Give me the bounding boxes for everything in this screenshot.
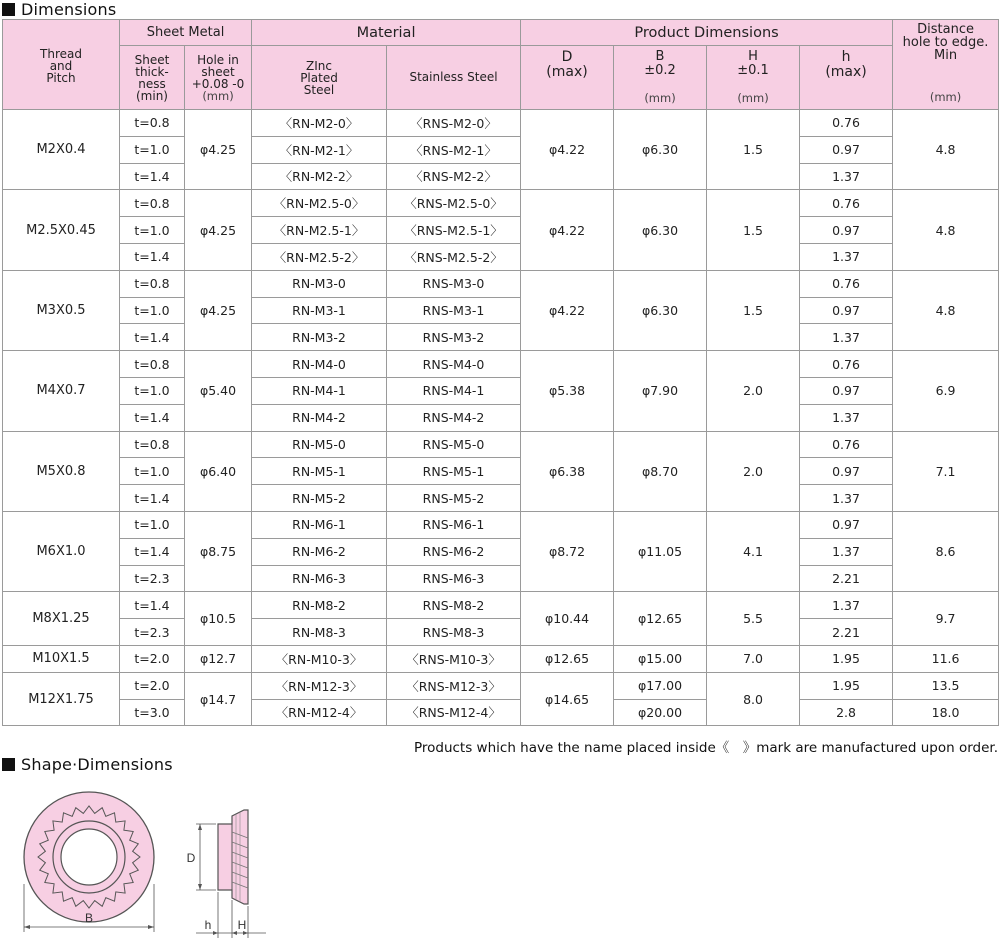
header-text: thick-	[135, 65, 169, 79]
h-cell: 2.8	[800, 699, 893, 726]
distance-cell: 13.5	[893, 672, 999, 699]
B-cell: φ8.70	[614, 431, 707, 511]
thickness-cell: t=1.4	[120, 485, 185, 512]
header-D	[521, 46, 614, 110]
B-cell: φ15.00	[614, 645, 707, 672]
stainless-part-cell: RNS-M6-1	[387, 511, 521, 538]
h-cell: 0.76	[800, 270, 893, 297]
header-text: Hole in	[197, 53, 239, 67]
D-cell: φ12.65	[521, 645, 614, 672]
thickness-cell: t=1.0	[120, 511, 185, 538]
thread-cell: M6X1.0	[3, 511, 120, 591]
arrow-icon	[232, 931, 237, 935]
D-cell: φ4.22	[521, 190, 614, 270]
dimensions-heading	[2, 1, 116, 19]
arrow-icon	[198, 824, 202, 830]
arrow-icon	[198, 884, 202, 890]
D-cell: φ8.72	[521, 511, 614, 591]
side-view	[187, 810, 266, 938]
zinc-part-cell: RN-M3-2	[252, 324, 387, 351]
stainless-part-cell: RNS-M3-2	[387, 324, 521, 351]
zinc-part-cell: 〈RN-M2.5-1〉	[252, 217, 387, 244]
H-cell: 1.5	[707, 190, 800, 270]
H-cell: 2.0	[707, 431, 800, 511]
h-cell: 0.76	[800, 351, 893, 378]
table-row	[3, 431, 999, 458]
thread-cell: M10X1.5	[3, 645, 120, 672]
h-cell: 1.37	[800, 243, 893, 270]
hole-cell: φ5.40	[185, 351, 252, 431]
hole-cell: φ12.7	[185, 645, 252, 672]
table-row	[3, 297, 999, 324]
hole-cell: φ4.25	[185, 270, 252, 350]
thickness-cell: t=0.8	[120, 351, 185, 378]
zinc-part-cell: 〈RN-M2.5-0〉	[252, 190, 387, 217]
stainless-part-cell: 〈RNS-M12-4〉	[387, 699, 521, 726]
zinc-part-cell: RN-M4-0	[252, 351, 387, 378]
h-cell: 1.37	[800, 324, 893, 351]
zinc-part-cell: RN-M3-0	[252, 270, 387, 297]
zinc-part-cell: 〈RN-M2-1〉	[252, 136, 387, 163]
h-cell: 0.76	[800, 431, 893, 458]
table-row	[3, 565, 999, 592]
zinc-part-cell: 〈RN-M12-3〉	[252, 672, 387, 699]
thread-cell: M3X0.5	[3, 270, 120, 350]
D-cell: φ14.65	[521, 672, 614, 726]
zinc-part-cell: 〈RN-M2-2〉	[252, 163, 387, 190]
thickness-cell: t=1.4	[120, 538, 185, 565]
table-row	[3, 190, 999, 217]
zinc-part-cell: RN-M5-1	[252, 458, 387, 485]
table-row	[3, 243, 999, 270]
B-cell: φ6.30	[614, 190, 707, 270]
D-cell: φ10.44	[521, 592, 614, 646]
table-row	[3, 485, 999, 512]
table-row	[3, 645, 999, 672]
h-cell: 2.21	[800, 619, 893, 646]
h-cell: 2.21	[800, 565, 893, 592]
hole-cell: φ4.25	[185, 110, 252, 190]
arrow-icon	[148, 925, 154, 929]
table-row	[3, 163, 999, 190]
table-row	[3, 270, 999, 297]
header-text: (min)	[136, 89, 168, 103]
H-cell: 1.5	[707, 110, 800, 190]
table-row	[3, 699, 999, 726]
distance-cell: 7.1	[893, 431, 999, 511]
thickness-cell: t=1.4	[120, 404, 185, 431]
header-text: Pitch	[46, 70, 76, 85]
h-cell: 0.97	[800, 511, 893, 538]
zinc-part-cell: 〈RN-M10-3〉	[252, 645, 387, 672]
h-cell: 1.37	[800, 592, 893, 619]
stainless-part-cell: RNS-M4-1	[387, 377, 521, 404]
header-text: Min	[934, 48, 958, 63]
stainless-part-cell: RNS-M5-2	[387, 485, 521, 512]
unit-label: (mm)	[929, 90, 962, 104]
stainless-part-cell: 〈RNS-M10-3〉	[387, 645, 521, 672]
header-B	[614, 46, 707, 110]
header-distance	[893, 20, 999, 110]
thread-cell: M2.5X0.45	[3, 190, 120, 270]
label-D: D	[186, 851, 196, 865]
zinc-part-cell: RN-M5-0	[252, 431, 387, 458]
stainless-part-cell: RNS-M4-2	[387, 404, 521, 431]
thread-cell: M5X0.8	[3, 431, 120, 511]
header-text: Sheet	[134, 53, 170, 67]
thickness-cell: t=1.4	[120, 243, 185, 270]
header-text: sheet	[201, 65, 235, 79]
thickness-cell: t=0.8	[120, 190, 185, 217]
distance-cell: 9.7	[893, 592, 999, 646]
unit-label: (mm)	[202, 89, 234, 103]
table-row	[3, 110, 999, 137]
header-text: ness	[138, 77, 166, 91]
zinc-part-cell: RN-M5-2	[252, 485, 387, 512]
thickness-cell: t=3.0	[120, 699, 185, 726]
shape-drawing	[0, 780, 300, 938]
header-text: (max)	[825, 64, 867, 80]
distance-cell: 6.9	[893, 351, 999, 431]
h-cell: 0.97	[800, 217, 893, 244]
header-sheet-thickness	[120, 46, 185, 110]
header-product-dimensions: Product Dimensions	[521, 20, 893, 46]
thickness-cell: t=0.8	[120, 431, 185, 458]
hole-cell: φ4.25	[185, 190, 252, 270]
square-bullet-icon	[2, 758, 15, 771]
header-stainless: Stainless Steel	[387, 46, 521, 110]
header-text: Distance	[917, 22, 974, 37]
thread-cell: M12X1.75	[3, 672, 120, 726]
zinc-part-cell: RN-M6-1	[252, 511, 387, 538]
stainless-part-cell: RNS-M5-0	[387, 431, 521, 458]
distance-cell: 4.8	[893, 190, 999, 270]
H-cell: 4.1	[707, 511, 800, 591]
zinc-part-cell: RN-M3-1	[252, 297, 387, 324]
distance-cell: 18.0	[893, 699, 999, 726]
dimensions-table	[2, 19, 999, 726]
thread-cell: M8X1.25	[3, 592, 120, 646]
zinc-part-cell: 〈RN-M12-4〉	[252, 699, 387, 726]
bore-circle	[61, 829, 117, 885]
stainless-part-cell: 〈RNS-M2.5-0〉	[387, 190, 521, 217]
header-thread-pitch	[3, 20, 120, 110]
stainless-part-cell: RNS-M8-3	[387, 619, 521, 646]
hole-cell: φ8.75	[185, 511, 252, 591]
thickness-cell: t=1.4	[120, 592, 185, 619]
table-row	[3, 377, 999, 404]
h-cell: 1.37	[800, 404, 893, 431]
thickness-cell: t=2.0	[120, 672, 185, 699]
label-H: H	[237, 918, 247, 932]
arrow-icon	[24, 925, 30, 929]
H-cell: 5.5	[707, 592, 800, 646]
header-text: +0.08 -0	[191, 77, 245, 91]
zinc-part-cell: RN-M6-3	[252, 565, 387, 592]
header-material: Material	[252, 20, 521, 46]
thickness-cell: t=0.8	[120, 270, 185, 297]
header-text: D	[561, 49, 573, 65]
zinc-part-cell: 〈RN-M2.5-2〉	[252, 243, 387, 270]
thickness-cell: t=1.4	[120, 163, 185, 190]
stainless-part-cell: 〈RNS-M2.5-2〉	[387, 243, 521, 270]
distance-cell: 8.6	[893, 511, 999, 591]
header-text: Plated	[300, 70, 338, 85]
table-row	[3, 672, 999, 699]
D-cell: φ4.22	[521, 110, 614, 190]
header-text: H	[748, 49, 758, 64]
h-cell: 0.76	[800, 190, 893, 217]
distance-cell: 4.8	[893, 270, 999, 350]
thickness-cell: t=1.0	[120, 297, 185, 324]
table-body	[3, 110, 999, 726]
D-cell: φ4.22	[521, 270, 614, 350]
stainless-part-cell: 〈RNS-M2-0〉	[387, 110, 521, 137]
stainless-part-cell: 〈RNS-M2-2〉	[387, 163, 521, 190]
header-text: Steel	[303, 82, 335, 97]
front-view	[24, 792, 154, 932]
thickness-cell: t=2.3	[120, 619, 185, 646]
header-text: Thread	[40, 46, 82, 61]
shape-heading	[2, 756, 173, 774]
header-text: h	[841, 49, 851, 65]
thickness-cell: t=1.0	[120, 136, 185, 163]
h-cell: 0.97	[800, 136, 893, 163]
zinc-part-cell: RN-M8-2	[252, 592, 387, 619]
table-row	[3, 511, 999, 538]
order-note: Products which have the name placed inside《 》mark are manufactured upon order.	[413, 740, 998, 756]
B-cell: φ11.05	[614, 511, 707, 591]
table-row	[3, 136, 999, 163]
distance-cell: 11.6	[893, 645, 999, 672]
header-H	[707, 46, 800, 110]
side-body	[218, 810, 248, 904]
table-row	[3, 404, 999, 431]
square-bullet-icon	[2, 3, 15, 16]
header-hole-in-sheet	[185, 46, 252, 110]
thickness-cell: t=0.8	[120, 110, 185, 137]
thickness-cell: t=1.0	[120, 377, 185, 404]
thread-cell: M4X0.7	[3, 351, 120, 431]
B-cell: φ6.30	[614, 110, 707, 190]
zinc-part-cell: 〈RN-M2-0〉	[252, 110, 387, 137]
shape-title-text: Shape·Dimensions	[21, 755, 173, 774]
h-cell: 0.97	[800, 377, 893, 404]
thickness-cell: t=1.0	[120, 458, 185, 485]
header-text: and	[49, 58, 73, 73]
h-cell: 1.37	[800, 485, 893, 512]
D-cell: φ6.38	[521, 431, 614, 511]
stainless-part-cell: RNS-M5-1	[387, 458, 521, 485]
header-h	[800, 46, 893, 110]
header-text: B	[655, 49, 665, 64]
dimensions-title-text: Dimensions	[21, 0, 117, 19]
H-cell: 7.0	[707, 645, 800, 672]
table-row	[3, 351, 999, 378]
zinc-part-cell: RN-M8-3	[252, 619, 387, 646]
B-cell: φ20.00	[614, 699, 707, 726]
zinc-part-cell: RN-M6-2	[252, 538, 387, 565]
table-row	[3, 324, 999, 351]
thickness-cell: t=2.0	[120, 645, 185, 672]
stainless-part-cell: 〈RNS-M12-3〉	[387, 672, 521, 699]
zinc-part-cell: RN-M4-1	[252, 377, 387, 404]
header-text: ZInc	[306, 58, 332, 73]
thickness-cell: t=1.0	[120, 217, 185, 244]
header-text: (max)	[546, 64, 588, 80]
table-row	[3, 592, 999, 619]
h-cell: 0.76	[800, 110, 893, 137]
header-sheet-metal: Sheet Metal	[120, 20, 252, 46]
distance-cell: 4.8	[893, 110, 999, 190]
table-row	[3, 458, 999, 485]
stainless-part-cell: RNS-M8-2	[387, 592, 521, 619]
h-cell: 1.95	[800, 672, 893, 699]
header-zinc-plated	[252, 46, 387, 110]
stainless-part-cell: 〈RNS-M2.5-1〉	[387, 217, 521, 244]
B-cell: φ6.30	[614, 270, 707, 350]
stainless-part-cell: 〈RNS-M2-1〉	[387, 136, 521, 163]
D-cell: φ5.38	[521, 351, 614, 431]
arrow-icon	[213, 931, 218, 935]
label-B: B	[84, 911, 94, 925]
table-row	[3, 217, 999, 244]
h-cell: 0.97	[800, 297, 893, 324]
h-cell: 1.37	[800, 538, 893, 565]
H-cell: 2.0	[707, 351, 800, 431]
thickness-cell: t=1.4	[120, 324, 185, 351]
stainless-part-cell: RNS-M4-0	[387, 351, 521, 378]
H-cell: 8.0	[707, 672, 800, 726]
unit-label: (mm)	[644, 91, 676, 105]
shape-figure	[0, 780, 300, 942]
hole-cell: φ14.7	[185, 672, 252, 726]
h-cell: 0.97	[800, 458, 893, 485]
zinc-part-cell: RN-M4-2	[252, 404, 387, 431]
label-h: h	[204, 918, 212, 932]
unit-label: (mm)	[737, 91, 769, 105]
hole-cell: φ6.40	[185, 431, 252, 511]
stainless-part-cell: RNS-M6-3	[387, 565, 521, 592]
header-text: hole to edge.	[902, 35, 989, 50]
B-cell: φ17.00	[614, 672, 707, 699]
H-cell: 1.5	[707, 270, 800, 350]
thickness-cell: t=2.3	[120, 565, 185, 592]
table-row	[3, 538, 999, 565]
header-text: ±0.1	[737, 63, 769, 78]
header-text: ±0.2	[644, 63, 676, 78]
stainless-part-cell: RNS-M3-0	[387, 270, 521, 297]
B-cell: φ7.90	[614, 351, 707, 431]
stainless-part-cell: RNS-M3-1	[387, 297, 521, 324]
B-cell: φ12.65	[614, 592, 707, 646]
thread-cell: M2X0.4	[3, 110, 120, 190]
stainless-part-cell: RNS-M6-2	[387, 538, 521, 565]
h-cell: 1.37	[800, 163, 893, 190]
hole-cell: φ10.5	[185, 592, 252, 646]
table-row	[3, 619, 999, 646]
table-header	[3, 20, 999, 110]
h-cell: 1.95	[800, 645, 893, 672]
